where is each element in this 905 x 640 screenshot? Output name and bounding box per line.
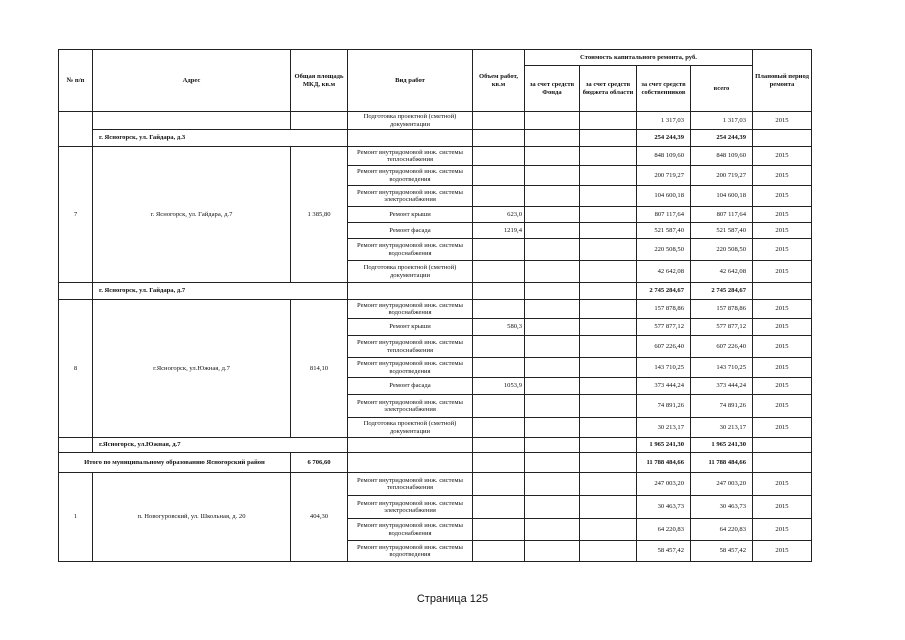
subtotal-row: [59, 438, 812, 453]
cell-work: Ремонт внутридомовой инж. системы электроснабжения: [348, 496, 473, 519]
cell-volume: [473, 395, 525, 418]
cell-volume: [473, 186, 525, 207]
cell-period: 2015: [753, 239, 812, 261]
cell-period: 2015: [753, 319, 812, 336]
cell-volume: 1053,9: [473, 378, 525, 395]
cell-owners: 848 109,60: [637, 147, 691, 166]
cell-total: 1 317,03: [691, 112, 753, 130]
cell-total: 157 878,86: [691, 300, 753, 319]
cell-owners: 104 600,18: [637, 186, 691, 207]
cell-number: 1: [59, 473, 93, 562]
subtotal-total: 254 244,39: [691, 130, 753, 147]
subtotal-address: г.Ясногорск, ул.Южная, д.7: [93, 438, 348, 453]
cell-area: 814,10: [291, 300, 348, 438]
cell-owners: 521 587,40: [637, 223, 691, 239]
header-work-type: Вид работ: [348, 50, 473, 112]
cell-owners: 247 003,20: [637, 473, 691, 496]
cell-owners: 373 444,24: [637, 378, 691, 395]
cell-period: 2015: [753, 418, 812, 438]
cell-volume: [473, 261, 525, 283]
cell-volume: [473, 418, 525, 438]
cell-volume: [473, 358, 525, 378]
table-row: [59, 112, 812, 130]
cell-work: Ремонт внутридомовой инж. системы теплоснабжения: [348, 336, 473, 358]
cell-period: 2015: [753, 541, 812, 562]
header-address: Адрес: [93, 50, 291, 112]
cell-total: 74 891,26: [691, 395, 753, 418]
cell-period: 2015: [753, 207, 812, 223]
cell-volume: [473, 496, 525, 519]
cell-total: 30 463,73: [691, 496, 753, 519]
subtotal-total: 1 965 241,30: [691, 438, 753, 453]
header-volume: Объем работ, кв.м: [473, 50, 525, 112]
cell-period: 2015: [753, 147, 812, 166]
cell-work: Ремонт крыши: [348, 319, 473, 336]
cell-total: 607 226,40: [691, 336, 753, 358]
grand-total-owners: 11 788 484,66: [637, 453, 691, 473]
cell-total: 848 109,60: [691, 147, 753, 166]
cell-work: Ремонт внутридомовой инж. системы водоснабжения: [348, 239, 473, 261]
cell-owners: 30 463,73: [637, 496, 691, 519]
cell-work: Ремонт крыши: [348, 207, 473, 223]
cell-total: 42 642,08: [691, 261, 753, 283]
cell-work: Ремонт внутридомовой инж. системы водоснабжения: [348, 519, 473, 541]
capital-repair-table: [58, 49, 812, 562]
cell-period: 2015: [753, 519, 812, 541]
subtotal-owners: 254 244,39: [637, 130, 691, 147]
cell-total: 143 710,25: [691, 358, 753, 378]
cell-address: г.Ясногорск, ул.Южная, д.7: [93, 300, 291, 438]
cell-period: 2015: [753, 378, 812, 395]
cell-volume: [473, 473, 525, 496]
cell-work: Подготовка проектной (сметной) документации: [348, 418, 473, 438]
cell-owners: 64 220,83: [637, 519, 691, 541]
cell-area: 1 385,80: [291, 147, 348, 283]
cell-number: 7: [59, 147, 93, 283]
cell-total: 373 444,24: [691, 378, 753, 395]
cell-work: Ремонт внутридомовой инж. системы электроснабжения: [348, 186, 473, 207]
cell-total: 64 220,83: [691, 519, 753, 541]
cell-owners: 30 213,17: [637, 418, 691, 438]
subtotal-row: [59, 283, 812, 300]
cell-owners: 143 710,25: [637, 358, 691, 378]
cell-work: Подготовка проектной (сметной) документации: [348, 261, 473, 283]
cell-total: 30 213,17: [691, 418, 753, 438]
cell-total: 200 719,27: [691, 166, 753, 186]
cell-period: 2015: [753, 186, 812, 207]
cell-volume: [473, 239, 525, 261]
cell-total: 247 003,20: [691, 473, 753, 496]
cell-work: Ремонт внутридомовой инж. системы водоснабжения: [348, 300, 473, 319]
cell-owners: 42 642,08: [637, 261, 691, 283]
header-area: Общая площадь МКД, кв.м: [291, 50, 348, 112]
cell-period: 2015: [753, 358, 812, 378]
cell-number: 8: [59, 300, 93, 438]
cell-address: г. Ясногорск, ул. Гайдара, д.7: [93, 147, 291, 283]
cell-work: Ремонт фасада: [348, 223, 473, 239]
cell-period: 2015: [753, 336, 812, 358]
grand-total-label: Итого по муниципальному образованию Ясногорский район: [59, 453, 291, 473]
header-owners: за счет средств собственников: [637, 66, 691, 112]
subtotal-owners: 2 745 284,67: [637, 283, 691, 300]
cell-total: 58 457,42: [691, 541, 753, 562]
cell-total: 807 117,64: [691, 207, 753, 223]
cell-work: Ремонт внутридомовой инж. системы теплоснабжения: [348, 473, 473, 496]
cell-total: 220 508,50: [691, 239, 753, 261]
table-row: [59, 300, 812, 319]
cell-volume: 580,3: [473, 319, 525, 336]
subtotal-address: г. Ясногорск, ул. Гайдара, д.3: [93, 130, 348, 147]
table-row: [59, 473, 812, 496]
cell-owners: 220 508,50: [637, 239, 691, 261]
cell-volume: [473, 147, 525, 166]
cell-work: Ремонт внутридомовой инж. системы теплоснабжения: [348, 147, 473, 166]
header-fund: за счет средств Фонда: [525, 66, 580, 112]
header-number: № п/п: [59, 50, 93, 112]
cell-work: Ремонт внутридомовой инж. системы водоотведения: [348, 541, 473, 562]
cell-period: 2015: [753, 223, 812, 239]
cell-owners: 74 891,26: [637, 395, 691, 418]
cell-owners: 200 719,27: [637, 166, 691, 186]
subtotal-address: г. Ясногорск, ул. Гайдара, д.7: [93, 283, 348, 300]
grand-total-total: 11 788 484,66: [691, 453, 753, 473]
subtotal-row: [59, 130, 812, 147]
header-period: Плановый период ремонта: [753, 50, 812, 112]
cell-period: 2015: [753, 166, 812, 186]
header-budget: за счет средств бюджета области: [580, 66, 637, 112]
cell-period: 2015: [753, 395, 812, 418]
cell-period: 2015: [753, 473, 812, 496]
cell-volume: [473, 336, 525, 358]
cell-total: 577 877,12: [691, 319, 753, 336]
cell-owners: 157 878,86: [637, 300, 691, 319]
cell-work: Ремонт внутридомовой инж. системы водоотведения: [348, 166, 473, 186]
cell-owners: 1 317,03: [637, 112, 691, 130]
cell-work: Ремонт внутридомовой инж. системы водоотведения: [348, 358, 473, 378]
grand-total-row: [59, 453, 812, 473]
header-total: всего: [691, 66, 753, 112]
cell-period: 2015: [753, 300, 812, 319]
cell-volume: 1219,4: [473, 223, 525, 239]
subtotal-owners: 1 965 241,30: [637, 438, 691, 453]
cell-volume: [473, 541, 525, 562]
cell-work: Ремонт фасада: [348, 378, 473, 395]
cell-number: [59, 112, 93, 147]
page-number: Страница 125: [416, 593, 489, 605]
cell-work: Ремонт внутридомовой инж. системы электроснабжения: [348, 395, 473, 418]
grand-total-area: 6 706,60: [291, 453, 348, 473]
cell-owners: 607 226,40: [637, 336, 691, 358]
cell-period: 2015: [753, 112, 812, 130]
cell-volume: 623,0: [473, 207, 525, 223]
cell-total: 104 600,18: [691, 186, 753, 207]
cell-owners: 58 457,42: [637, 541, 691, 562]
cell-volume: [473, 300, 525, 319]
cell-owners: 577 877,12: [637, 319, 691, 336]
subtotal-total: 2 745 284,67: [691, 283, 753, 300]
table-row: [59, 147, 812, 166]
cell-total: 521 587,40: [691, 223, 753, 239]
header-cost-group: Стоимость капитального ремонта, руб.: [525, 50, 753, 66]
cell-work: Подготовка проектной (сметной) документации: [348, 112, 473, 130]
cell-area: 404,30: [291, 473, 348, 562]
cell-period: 2015: [753, 261, 812, 283]
cell-owners: 807 117,64: [637, 207, 691, 223]
cell-volume: [473, 166, 525, 186]
cell-period: 2015: [753, 496, 812, 519]
cell-volume: [473, 519, 525, 541]
cell-address: п. Новогуровский, ул. Школьная, д. 20: [93, 473, 291, 562]
